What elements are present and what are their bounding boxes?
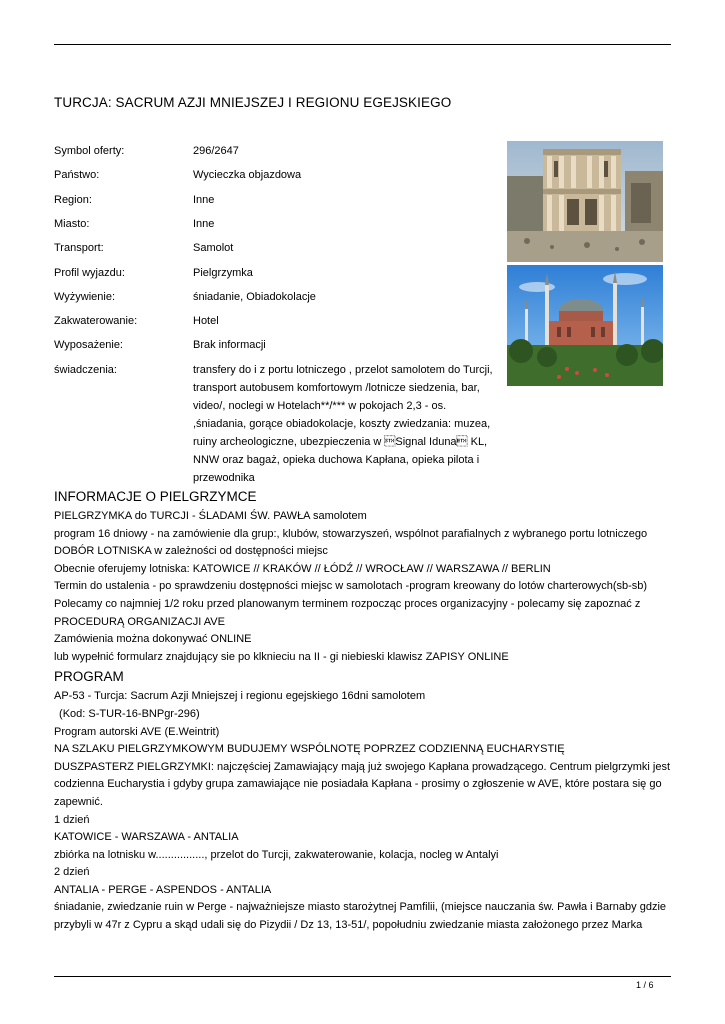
spec-value: Inne bbox=[193, 193, 215, 206]
spec-value: Inne bbox=[193, 217, 215, 230]
spec-value: śniadanie, Obiadokolacje bbox=[193, 290, 316, 303]
spec-label: Symbol oferty: bbox=[54, 145, 125, 157]
info-line: Obecnie oferujemy lotniska: KATOWICE // KRAKÓW // ŁÓDŹ // WROCŁAW // WARSZAWA // BERLIN bbox=[54, 562, 551, 575]
program-line: (Kod: S-TUR-16-BNPgr-296) bbox=[56, 707, 200, 720]
spec-value: Hotel bbox=[193, 315, 219, 328]
top-rule bbox=[54, 44, 671, 45]
hagia-sophia-photo bbox=[507, 265, 663, 386]
spec-label: Wyposażenie: bbox=[54, 339, 123, 352]
program-line: 2 dzień bbox=[54, 866, 90, 879]
spec-value: transfery do i z portu lotniczego , przelot samolotem do Turcji, transport autobusem komfortowym /lotnicze siedzenia, bar, video/, noclegi w Hotelach**/*** w pokojach 2,3 - os. ,śniadania, gorące obiadokolacje, koszty zwiedzania: muzea, ruiny archeologiczne, ubezpieczenia w Signal Iduna KL, NNW oraz bagaż, opieka duchowa Kapłana, opieka pilota i przewodnika bbox=[193, 363, 493, 484]
spec-label: Zakwaterowanie: bbox=[54, 315, 138, 328]
program-line: DUSZPASTERZ PIELGRZYMKI: najczęściej Zamawiający mają już swojego Kapłana prowadzącego. Centrum pielgrzymki jest codzienna Eucharystia i gdyby grupa zamawiające nie posiadała Kapłana - prosimy o zgłoszenie w AVE, które postara się go zapewnić. bbox=[54, 760, 671, 808]
bottom-rule bbox=[54, 976, 671, 977]
program-line: KATOWICE - WARSZAWA - ANTALIA bbox=[54, 831, 239, 844]
info-line: lub wypełnić formularz znajdujący sie po klknieciu na II - gi niebieski klawisz ZAPISY ONLINE bbox=[54, 650, 509, 663]
program-line: ANTALIA - PERGE - ASPENDOS - ANTALIA bbox=[54, 883, 272, 896]
spec-label: Region: bbox=[54, 193, 92, 206]
info-heading: INFORMACJE O PIELGRZYMCE bbox=[54, 489, 257, 504]
info-line: PIELGRZYMKA do TURCJI - ŚLADAMI ŚW. PAWŁA samolotem bbox=[54, 510, 367, 522]
spec-label: Profil wyjazdu: bbox=[54, 266, 125, 279]
spec-label: Transport: bbox=[54, 242, 104, 255]
program-line: 1 dzień bbox=[54, 813, 90, 826]
spec-value: Pielgrzymka bbox=[193, 266, 253, 279]
spec-value: Samolot bbox=[193, 242, 234, 255]
library-of-celsus-photo bbox=[507, 141, 663, 262]
info-line: Polecamy co najmniej 1/2 roku przed planowanym terminem rozpocząc proces organizacyjny - polecamy się zapoznać z PROCEDURĄ ORGANIZACJI AVE bbox=[54, 597, 641, 628]
program-heading: PROGRAM bbox=[54, 669, 124, 685]
spec-label: Miasto: bbox=[54, 217, 90, 230]
spec-value: 296/2647 bbox=[193, 145, 239, 157]
spec-label: świadczenia: bbox=[54, 363, 117, 376]
info-line: Zamówienia można dokonywać ONLINE bbox=[54, 633, 252, 646]
info-line: Termin do ustalenia - po sprawdzeniu dostępności miejsc w samolotach -program kreowany do lotów charterowych(sb-sb) bbox=[54, 580, 648, 593]
program-line: śniadanie, zwiedzanie ruin w Perge - najważniejsze miasto starożytnej Pamfilii, (miejsce nauczania św. Pawła i Barnaby gdzie przybyli w 47r z Cypru a skąd udali się do Pizydii / Dz 13, 13-51/, popołudniu zwiedzanie miasta założonego przez Marka bbox=[54, 901, 667, 932]
program-line: AP-53 - Turcja: Sacrum Azji Mniejszej i regionu egejskiego 16dni samolotem bbox=[54, 690, 426, 703]
program-line: zbiórka na lotnisku w................, przelot do Turcji, zakwaterowanie, kolacja, nocleg w Antalyi bbox=[54, 848, 499, 861]
spec-value: Wycieczka objazdowa bbox=[193, 169, 302, 182]
program-line: NA SZLAKU PIELGRZYMKOWYM BUDUJEMY WSPÓLNOTĘ POPRZEZ CODZIENNĄ EUCHARYSTIĘ bbox=[54, 743, 565, 756]
info-line: DOBÓR LOTNISKA w zależności od dostępności miejsc bbox=[54, 545, 328, 558]
page-title: TURCJA: SACRUM AZJI MNIEJSZEJ I REGIONU EGEJSKIEGO bbox=[54, 95, 452, 110]
info-line: program 16 dniowy - na zamówienie dla grup:, klubów, stowarzyszeń, wspólnot parafialnych z wybranego portu lotniczego bbox=[54, 527, 648, 540]
spec-label: Państwo: bbox=[54, 169, 100, 182]
spec-label: Wyżywienie: bbox=[54, 290, 116, 303]
content-body bbox=[54, 486, 674, 935]
page-number: 1 / 6 bbox=[636, 980, 654, 990]
program-line: Program autorski AVE (E.Weintrit) bbox=[54, 725, 220, 738]
spec-value: Brak informacji bbox=[193, 339, 266, 352]
